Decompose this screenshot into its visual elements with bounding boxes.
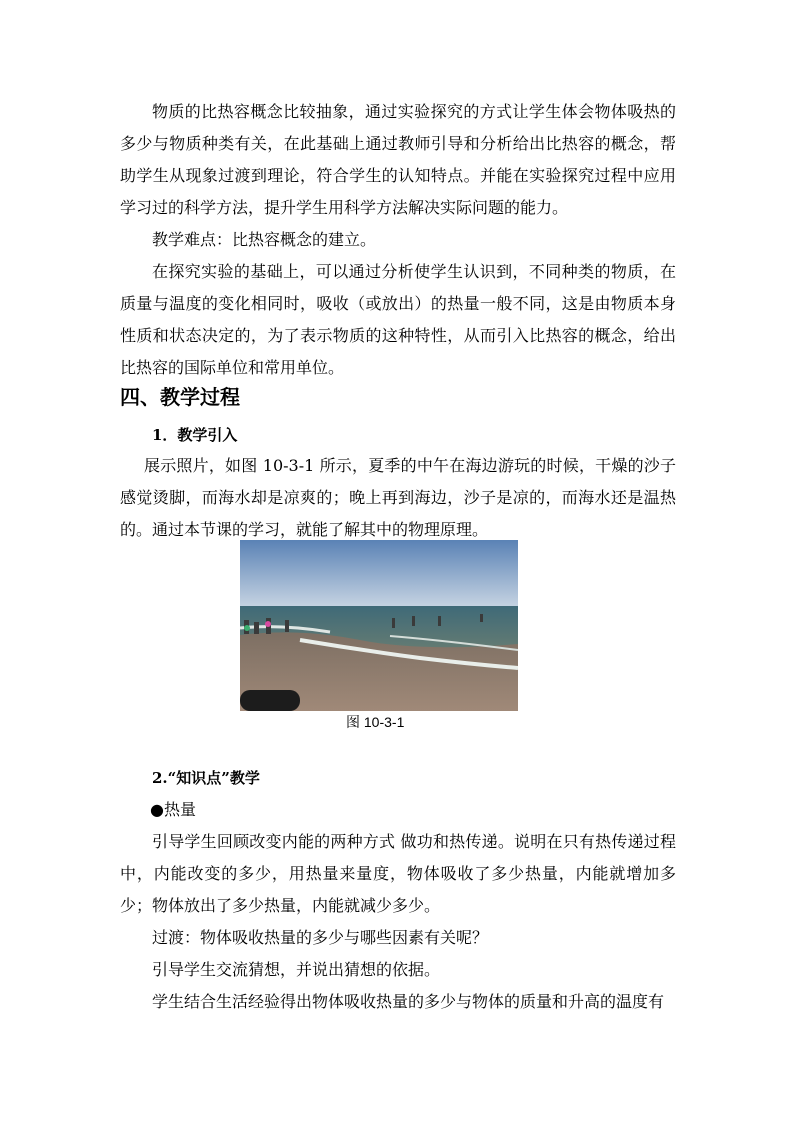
paragraph-difficulty-analysis: 在探究实验的基础上，可以通过分析使学生认识到，不同种类的物质，在质量与温度的变化相同时，吸收（或放出）的热量一般不同，这是由物质本身性质和状态决定的，为了表示物质的这种特性，从而引入比热容的概念，给出比热容的国际单位和常用单位。	[120, 262, 676, 377]
paragraph-guide-guess: 引导学生交流猜想，并说出猜想的依据。	[152, 960, 441, 979]
paragraph-introduction: 展示照片，如图 10-3-1 所示，夏季的中午在海边游玩的时候，干燥的沙子感觉烫脚，而海水却是凉爽的；晚上再到海边，沙子是凉的，而海水还是温热的。通过本节课的学习，就能了解其中的物理原理。	[120, 456, 676, 539]
subheading-knowledge: 2.“知识点”教学	[152, 769, 260, 787]
paragraph-heat-explanation: 引导学生回顾改变内能的两种方式 做功和热传递。说明在只有热传递过程中，内能改变的多少，用热量来量度，物体吸收了多少热量，内能就增加多少；物体放出了多少热量，内能就减少多少。	[120, 832, 676, 915]
paragraph-difficulty-explanation: 物质的比热容概念比较抽象，通过实验探究的方式让学生体会物体吸热的多少与物质种类有关，在此基础上通过教师引导和分析给出比热容的概念，帮助学生从现象过渡到理论，符合学生的认知特点。并能在实验探究过程中应用学习过的科学方法，提升学生用科学方法解决实际问题的能力。	[120, 102, 676, 217]
bullet-heat: ●热量	[150, 800, 196, 819]
paragraph-transition: 过渡：物体吸收热量的多少与哪些因素有关呢？	[152, 928, 489, 947]
section-heading-teaching-process: 四、教学过程	[120, 385, 240, 409]
subheading-introduction: 1．教学引入	[152, 426, 238, 444]
paragraph-student-conclusion: 学生结合生活经验得出物体吸收热量的多少与物体的质量和升高的温度有	[152, 992, 665, 1011]
paragraph-teaching-difficulty: 教学难点：比热容概念的建立。	[152, 230, 377, 249]
beach-photo	[240, 540, 518, 711]
figure-caption: 图 10-3-1	[346, 714, 405, 730]
